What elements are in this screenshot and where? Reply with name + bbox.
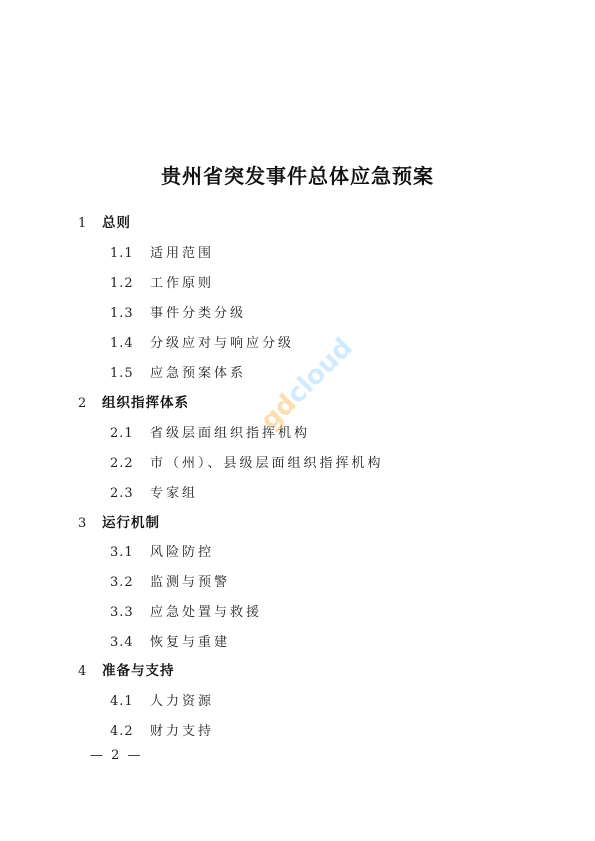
- toc-subsection-2-3: [110, 482, 198, 502]
- toc-subsection-number: 1.4: [110, 336, 134, 351]
- toc-subsection-number: 3.2: [110, 575, 134, 590]
- toc-subsection-label: 应急预案体系: [150, 366, 247, 381]
- toc-section-label: 准备与支持: [102, 663, 175, 679]
- toc-subsection-2-2: [110, 452, 384, 472]
- toc-subsection-1-3: [110, 302, 246, 322]
- toc-subsection-number: 1.5: [110, 366, 134, 381]
- toc-section-label: 总则: [102, 215, 131, 231]
- toc-subsection-number: 1.1: [110, 246, 134, 261]
- toc-subsection-4-2: [110, 720, 214, 740]
- toc-subsection-3-2: [110, 571, 230, 591]
- toc-section-3: [78, 512, 160, 532]
- toc-subsection-label: 专家组: [150, 486, 199, 501]
- toc-subsection-number: 4.1: [110, 694, 134, 709]
- toc-subsection-label: 风险防控: [150, 545, 215, 560]
- toc-subsection-label: 财力支持: [150, 724, 215, 739]
- toc-subsection-label: 事件分类分级: [150, 306, 247, 321]
- document-title: 贵州省突发事件总体应急预案: [161, 164, 434, 188]
- watermark-text-part2: cloud: [281, 332, 359, 410]
- toc-subsection-label: 工作原则: [150, 276, 215, 291]
- toc-section-1: [78, 212, 131, 232]
- toc-subsection-number: 3.1: [110, 545, 134, 560]
- toc-subsection-label: 分级应对与响应分级: [150, 336, 295, 351]
- toc-subsection-label: 人力资源: [150, 694, 215, 709]
- toc-subsection-number: 1.3: [110, 306, 134, 321]
- toc-section-label: 运行机制: [102, 515, 160, 531]
- toc-subsection-label: 市（州）、县级层面组织指挥机构: [150, 456, 384, 471]
- toc-section-label: 组织指挥体系: [102, 395, 189, 411]
- toc-subsection-1-1: [110, 242, 214, 262]
- toc-subsection-2-1: [110, 422, 310, 442]
- toc-subsection-4-1: [110, 690, 214, 710]
- toc-subsection-number: 2.2: [110, 456, 134, 471]
- toc-section-4: [78, 660, 175, 680]
- toc-subsection-1-4: [110, 332, 294, 352]
- toc-section-number: 3: [78, 516, 87, 531]
- watermark-text-part1: gd: [255, 388, 303, 437]
- toc-subsection-number: 3.3: [110, 605, 134, 620]
- toc-subsection-number: 3.4: [110, 635, 134, 650]
- toc-subsection-1-2: [110, 272, 214, 292]
- toc-subsection-3-4: [110, 631, 230, 651]
- toc-subsection-number: 4.2: [110, 724, 134, 739]
- toc-subsection-3-3: [110, 601, 262, 621]
- toc-subsection-label: 监测与预警: [150, 575, 231, 590]
- toc-section-number: 1: [78, 216, 87, 231]
- toc-subsection-number: 2.3: [110, 486, 134, 501]
- toc-subsection-label: 省级层面组织指挥机构: [150, 426, 311, 441]
- toc-subsection-label: 恢复与重建: [150, 635, 231, 650]
- page-number: — 2 —: [90, 748, 143, 763]
- toc-subsection-number: 2.1: [110, 426, 134, 441]
- toc-subsection-number: 1.2: [110, 276, 134, 291]
- toc-subsection-1-5: [110, 362, 246, 382]
- toc-subsection-3-1: [110, 541, 214, 561]
- toc-section-number: 4: [78, 664, 87, 679]
- toc-section-2: [78, 392, 189, 412]
- toc-section-number: 2: [78, 396, 87, 411]
- toc-subsection-label: 适用范围: [150, 246, 215, 261]
- toc-subsection-label: 应急处置与救援: [150, 605, 263, 620]
